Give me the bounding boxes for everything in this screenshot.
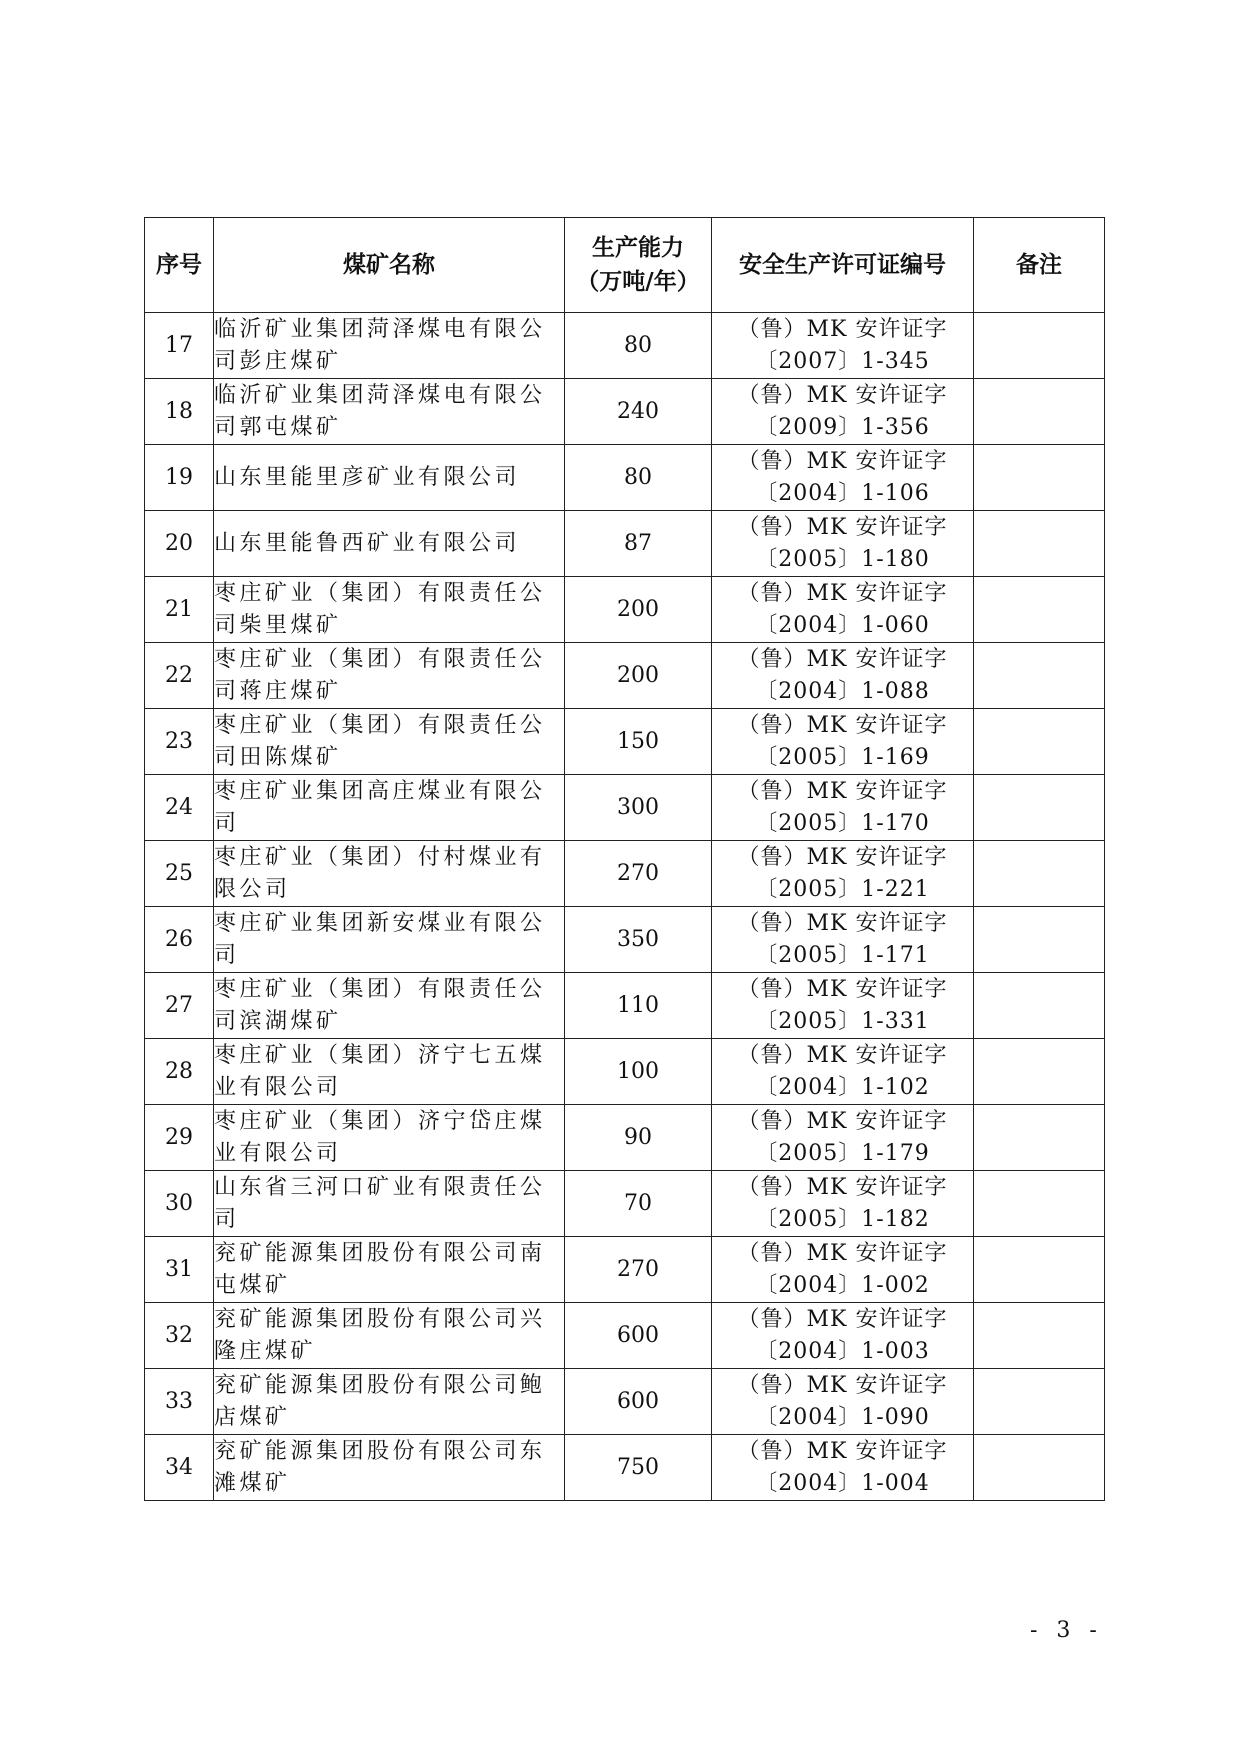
header-capacity [565, 218, 712, 313]
production-capacity: 80 [565, 445, 712, 511]
table-row [145, 1105, 1105, 1171]
license-prefix: （鲁）MK 安许证字 [737, 976, 948, 1002]
license-prefix: （鲁）MK 安许证字 [737, 448, 948, 474]
table-row [145, 1435, 1105, 1501]
header-capacity-line1: 生产能力 [592, 235, 684, 261]
table-row [145, 445, 1105, 511]
license-prefix: （鲁）MK 安许证字 [737, 844, 948, 870]
license-prefix: （鲁）MK 安许证字 [737, 1108, 948, 1134]
mine-name: 枣庄矿业（集团）有限责任公司柴里煤矿 [214, 577, 565, 643]
license-code: 〔2004〕1-090 [755, 1404, 930, 1430]
table-row [145, 973, 1105, 1039]
remark [974, 1039, 1105, 1105]
mine-name: 山东里能里彦矿业有限公司 [214, 445, 565, 511]
license-number [712, 313, 974, 379]
production-capacity: 100 [565, 1039, 712, 1105]
license-number [712, 709, 974, 775]
row-number: 17 [145, 313, 214, 379]
license-number [712, 1105, 974, 1171]
license-code: 〔2004〕1-003 [755, 1338, 930, 1364]
production-capacity: 150 [565, 709, 712, 775]
license-code: 〔2004〕1-004 [755, 1470, 930, 1496]
coal-mine-table [144, 217, 1105, 1501]
table-row [145, 709, 1105, 775]
production-capacity: 87 [565, 511, 712, 577]
remark [974, 577, 1105, 643]
license-prefix: （鲁）MK 安许证字 [737, 1240, 948, 1266]
header-remark: 备注 [974, 218, 1105, 313]
remark [974, 1435, 1105, 1501]
license-prefix: （鲁）MK 安许证字 [737, 1174, 948, 1200]
license-code: 〔2007〕1-345 [755, 348, 930, 374]
production-capacity: 750 [565, 1435, 712, 1501]
table-row [145, 1039, 1105, 1105]
remark [974, 775, 1105, 841]
license-prefix: （鲁）MK 安许证字 [737, 910, 948, 936]
table-row [145, 577, 1105, 643]
license-number [712, 511, 974, 577]
license-number [712, 841, 974, 907]
remark [974, 379, 1105, 445]
row-number: 34 [145, 1435, 214, 1501]
row-number: 26 [145, 907, 214, 973]
license-number [712, 643, 974, 709]
production-capacity: 80 [565, 313, 712, 379]
row-number: 18 [145, 379, 214, 445]
license-code: 〔2004〕1-060 [755, 612, 930, 638]
license-code: 〔2004〕1-106 [755, 480, 930, 506]
remark [974, 643, 1105, 709]
mine-name: 枣庄矿业（集团）有限责任公司滨湖煤矿 [214, 973, 565, 1039]
license-number [712, 1171, 974, 1237]
row-number: 29 [145, 1105, 214, 1171]
mine-name: 枣庄矿业（集团）有限责任公司蒋庄煤矿 [214, 643, 565, 709]
remark [974, 1105, 1105, 1171]
table-row [145, 643, 1105, 709]
license-code: 〔2009〕1-356 [755, 414, 930, 440]
production-capacity: 70 [565, 1171, 712, 1237]
header-name: 煤矿名称 [214, 218, 565, 313]
license-prefix: （鲁）MK 安许证字 [737, 514, 948, 540]
license-code: 〔2005〕1-331 [755, 1008, 930, 1034]
license-code: 〔2005〕1-221 [755, 876, 930, 902]
mine-name: 临沂矿业集团菏泽煤电有限公司郭屯煤矿 [214, 379, 565, 445]
production-capacity: 600 [565, 1303, 712, 1369]
license-number [712, 379, 974, 445]
remark [974, 907, 1105, 973]
license-number [712, 1039, 974, 1105]
row-number: 30 [145, 1171, 214, 1237]
license-prefix: （鲁）MK 安许证字 [737, 1042, 948, 1068]
mine-name: 兖矿能源集团股份有限公司兴隆庄煤矿 [214, 1303, 565, 1369]
row-number: 25 [145, 841, 214, 907]
license-prefix: （鲁）MK 安许证字 [737, 778, 948, 804]
remark [974, 1237, 1105, 1303]
page-number: - 3 - [1030, 1618, 1103, 1643]
license-code: 〔2005〕1-179 [755, 1140, 930, 1166]
production-capacity: 200 [565, 577, 712, 643]
header-no: 序号 [145, 218, 214, 313]
row-number: 21 [145, 577, 214, 643]
table-body [145, 313, 1105, 1501]
license-number [712, 445, 974, 511]
license-code: 〔2005〕1-180 [755, 546, 930, 572]
license-prefix: （鲁）MK 安许证字 [737, 580, 948, 606]
license-code: 〔2005〕1-182 [755, 1206, 930, 1232]
table-row [145, 1171, 1105, 1237]
license-code: 〔2005〕1-170 [755, 810, 930, 836]
table-row [145, 907, 1105, 973]
remark [974, 1369, 1105, 1435]
license-prefix: （鲁）MK 安许证字 [737, 646, 948, 672]
remark [974, 1171, 1105, 1237]
production-capacity: 600 [565, 1369, 712, 1435]
table-row [145, 1303, 1105, 1369]
license-number [712, 1435, 974, 1501]
mine-name: 枣庄矿业（集团）济宁七五煤业有限公司 [214, 1039, 565, 1105]
mine-name: 兖矿能源集团股份有限公司鲍店煤矿 [214, 1369, 565, 1435]
remark [974, 313, 1105, 379]
mine-name: 枣庄矿业（集团）有限责任公司田陈煤矿 [214, 709, 565, 775]
license-prefix: （鲁）MK 安许证字 [737, 712, 948, 738]
license-prefix: （鲁）MK 安许证字 [737, 1306, 948, 1332]
license-number [712, 1237, 974, 1303]
row-number: 24 [145, 775, 214, 841]
license-code: 〔2005〕1-169 [755, 744, 930, 770]
license-code: 〔2004〕1-088 [755, 678, 930, 704]
license-prefix: （鲁）MK 安许证字 [737, 382, 948, 408]
remark [974, 1303, 1105, 1369]
license-number [712, 1369, 974, 1435]
header-license: 安全生产许可证编号 [712, 218, 974, 313]
license-code: 〔2004〕1-002 [755, 1272, 930, 1298]
table-row [145, 379, 1105, 445]
row-number: 22 [145, 643, 214, 709]
mine-name: 兖矿能源集团股份有限公司东滩煤矿 [214, 1435, 565, 1501]
license-code: 〔2005〕1-171 [755, 942, 930, 968]
table-row [145, 1237, 1105, 1303]
mine-name: 临沂矿业集团菏泽煤电有限公司彭庄煤矿 [214, 313, 565, 379]
remark [974, 841, 1105, 907]
remark [974, 511, 1105, 577]
remark [974, 445, 1105, 511]
mine-name: 枣庄矿业集团新安煤业有限公司 [214, 907, 565, 973]
license-number [712, 973, 974, 1039]
row-number: 20 [145, 511, 214, 577]
mine-name: 枣庄矿业集团高庄煤业有限公司 [214, 775, 565, 841]
production-capacity: 350 [565, 907, 712, 973]
license-number [712, 907, 974, 973]
table-row [145, 313, 1105, 379]
license-code: 〔2004〕1-102 [755, 1074, 930, 1100]
header-capacity-line2: （万吨/年） [576, 269, 700, 295]
mine-name: 枣庄矿业（集团）付村煤业有限公司 [214, 841, 565, 907]
mine-name: 兖矿能源集团股份有限公司南屯煤矿 [214, 1237, 565, 1303]
row-number: 31 [145, 1237, 214, 1303]
row-number: 33 [145, 1369, 214, 1435]
row-number: 19 [145, 445, 214, 511]
production-capacity: 270 [565, 841, 712, 907]
mine-name: 山东省三河口矿业有限责任公司 [214, 1171, 565, 1237]
production-capacity: 90 [565, 1105, 712, 1171]
production-capacity: 300 [565, 775, 712, 841]
table-row [145, 841, 1105, 907]
license-number [712, 577, 974, 643]
remark [974, 973, 1105, 1039]
production-capacity: 270 [565, 1237, 712, 1303]
row-number: 32 [145, 1303, 214, 1369]
license-prefix: （鲁）MK 安许证字 [737, 1438, 948, 1464]
mine-name: 山东里能鲁西矿业有限公司 [214, 511, 565, 577]
mine-name: 枣庄矿业（集团）济宁岱庄煤业有限公司 [214, 1105, 565, 1171]
license-number [712, 1303, 974, 1369]
license-number [712, 775, 974, 841]
row-number: 27 [145, 973, 214, 1039]
table-row [145, 511, 1105, 577]
row-number: 28 [145, 1039, 214, 1105]
remark [974, 709, 1105, 775]
production-capacity: 200 [565, 643, 712, 709]
row-number: 23 [145, 709, 214, 775]
license-prefix: （鲁）MK 安许证字 [737, 1372, 948, 1398]
table-header-row [145, 218, 1105, 313]
production-capacity: 110 [565, 973, 712, 1039]
table-row [145, 775, 1105, 841]
table-row [145, 1369, 1105, 1435]
production-capacity: 240 [565, 379, 712, 445]
license-prefix: （鲁）MK 安许证字 [737, 316, 948, 342]
